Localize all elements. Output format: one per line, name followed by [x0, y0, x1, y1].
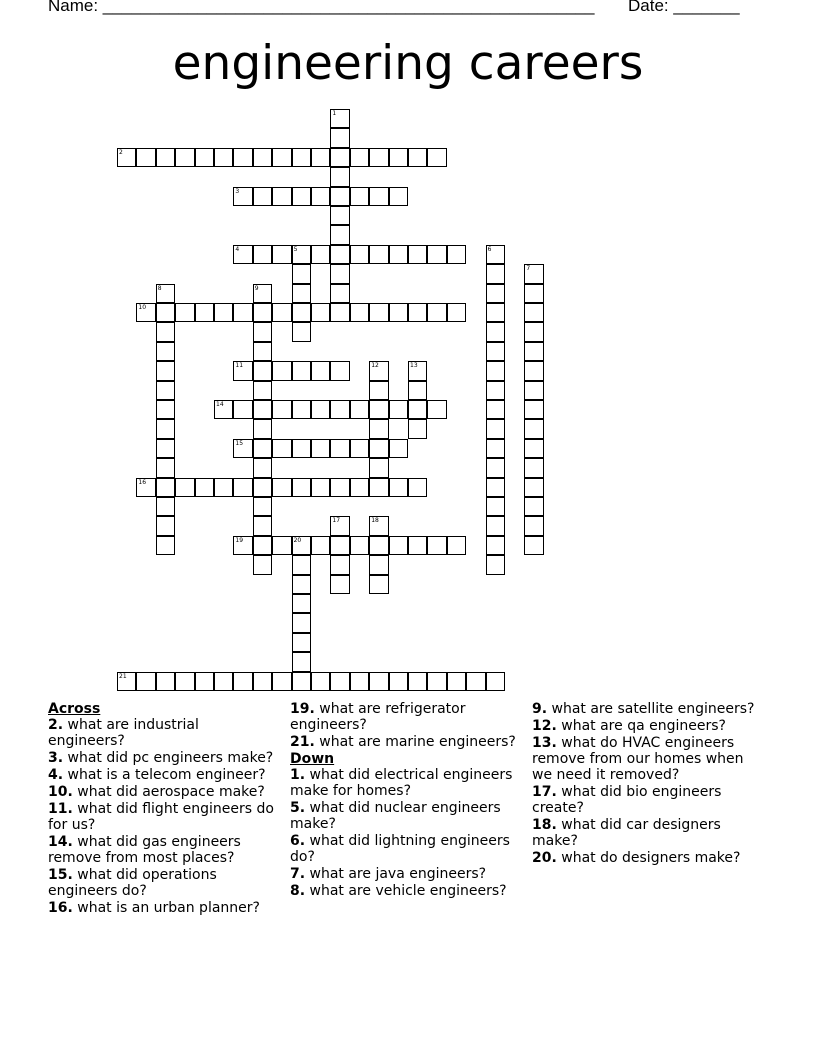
crossword-cell[interactable]: [486, 381, 505, 400]
crossword-cell[interactable]: [330, 555, 349, 574]
crossword-cell[interactable]: [272, 400, 291, 419]
crossword-cell[interactable]: [195, 672, 214, 691]
clue-number-label: 4: [235, 245, 240, 253]
clue-number-label: 7: [526, 265, 531, 273]
crossword-cell[interactable]: [214, 303, 233, 322]
clue-across-11: 11. what did flight engineers do for us?: [48, 801, 274, 833]
crossword-cell[interactable]: [408, 361, 427, 380]
crossword-cell[interactable]: [408, 381, 427, 400]
clue-number-label: 21: [119, 672, 127, 680]
crossword-cell[interactable]: [253, 536, 272, 555]
crossword-cell[interactable]: [524, 419, 543, 438]
crossword-cell[interactable]: [292, 187, 311, 206]
crossword-cell[interactable]: [292, 400, 311, 419]
crossword-cell[interactable]: [233, 672, 252, 691]
crossword-cell[interactable]: [156, 458, 175, 477]
crossword-cell[interactable]: [156, 303, 175, 322]
crossword-cell[interactable]: [253, 284, 272, 303]
crossword-cell[interactable]: [486, 361, 505, 380]
crossword-cell[interactable]: [156, 516, 175, 535]
crossword-cell[interactable]: [272, 478, 291, 497]
crossword-cell[interactable]: [292, 303, 311, 322]
crossword-cell[interactable]: [233, 478, 252, 497]
crossword-cell[interactable]: [408, 245, 427, 264]
clue-down-20: 20. what do designers make?: [532, 850, 741, 866]
crossword-cell[interactable]: [136, 303, 155, 322]
crossword-cell[interactable]: [330, 128, 349, 147]
crossword-cell[interactable]: [292, 478, 311, 497]
crossword-cell[interactable]: [311, 478, 330, 497]
crossword-cell[interactable]: [369, 361, 388, 380]
crossword-cell[interactable]: [195, 478, 214, 497]
crossword-cell[interactable]: [524, 536, 543, 555]
crossword-cell[interactable]: [214, 148, 233, 167]
crossword-cell[interactable]: [427, 148, 446, 167]
crossword-cell[interactable]: [350, 439, 369, 458]
clue-across-4: 4. what is a telecom engineer?: [48, 767, 266, 783]
crossword-cell[interactable]: [136, 478, 155, 497]
crossword-cell[interactable]: [369, 458, 388, 477]
down-heading: Down: [290, 751, 335, 767]
across-heading: Across: [48, 701, 101, 717]
clue-down-17: 17. what did bio engineers create?: [532, 784, 722, 816]
crossword-cell[interactable]: [369, 439, 388, 458]
crossword-cell[interactable]: [292, 555, 311, 574]
crossword-cell[interactable]: [292, 148, 311, 167]
clue-across-19: 19. what are refrigerator engineers?: [290, 701, 466, 733]
crossword-cell[interactable]: [369, 400, 388, 419]
crossword-cell[interactable]: [330, 400, 349, 419]
crossword-cell[interactable]: [330, 109, 349, 128]
crossword-cell[interactable]: [408, 419, 427, 438]
crossword-cell[interactable]: [233, 148, 252, 167]
clue-number-label: 9: [254, 284, 259, 292]
crossword-cell[interactable]: [253, 439, 272, 458]
crossword-cell[interactable]: [156, 361, 175, 380]
crossword-cell[interactable]: [408, 536, 427, 555]
crossword-cell[interactable]: [350, 303, 369, 322]
clues-column-1: [48, 701, 276, 917]
crossword-cell[interactable]: [175, 303, 194, 322]
crossword-cell[interactable]: [330, 284, 349, 303]
clue-across-3: 3. what did pc engineers make?: [48, 750, 274, 766]
crossword-cell[interactable]: [253, 672, 272, 691]
crossword-cell[interactable]: [389, 672, 408, 691]
crossword-cell[interactable]: [156, 497, 175, 516]
crossword-cell[interactable]: [524, 342, 543, 361]
crossword-cell[interactable]: [214, 672, 233, 691]
crossword-cell[interactable]: [330, 439, 349, 458]
crossword-cell[interactable]: [292, 536, 311, 555]
crossword-cell[interactable]: [524, 303, 543, 322]
crossword-cell[interactable]: [486, 478, 505, 497]
crossword-cell[interactable]: [350, 400, 369, 419]
crossword-cell[interactable]: [466, 672, 485, 691]
crossword-cell[interactable]: [330, 361, 349, 380]
crossword-cell[interactable]: [486, 555, 505, 574]
crossword-cell[interactable]: [214, 478, 233, 497]
crossword-cell[interactable]: [292, 575, 311, 594]
crossword-cell[interactable]: [486, 284, 505, 303]
crossword-cell[interactable]: [156, 400, 175, 419]
crossword-cell[interactable]: [389, 187, 408, 206]
crossword-cell[interactable]: [253, 245, 272, 264]
clue-number-label: 17: [332, 517, 341, 525]
clue-down-9: 9. what are satellite engineers?: [532, 701, 755, 717]
crossword-cell[interactable]: [427, 672, 446, 691]
crossword-cell[interactable]: [408, 478, 427, 497]
clue-number-label: 12: [371, 362, 379, 370]
crossword-cell[interactable]: [272, 672, 291, 691]
crossword-cell[interactable]: [311, 361, 330, 380]
crossword-cell[interactable]: [389, 303, 408, 322]
date-field-label: Date: _______: [628, 0, 740, 15]
crossword-cell[interactable]: [408, 303, 427, 322]
crossword-cell[interactable]: [330, 264, 349, 283]
clue-number-label: 15: [235, 439, 244, 447]
crossword-cell[interactable]: [447, 672, 466, 691]
crossword-cell[interactable]: [272, 361, 291, 380]
crossword-cell[interactable]: [350, 672, 369, 691]
crossword-cell[interactable]: [292, 284, 311, 303]
crossword-cell[interactable]: [253, 381, 272, 400]
crossword-cell[interactable]: [253, 478, 272, 497]
crossword-cell[interactable]: [486, 516, 505, 535]
crossword-cell[interactable]: [427, 536, 446, 555]
crossword-cell[interactable]: [156, 419, 175, 438]
crossword-cell[interactable]: [253, 361, 272, 380]
crossword-cell[interactable]: [330, 303, 349, 322]
crossword-cell[interactable]: [136, 148, 155, 167]
crossword-cell[interactable]: [233, 361, 252, 380]
crossword-cell[interactable]: [524, 284, 543, 303]
crossword-cell[interactable]: [136, 672, 155, 691]
clue-across-21: 21. what are marine engineers?: [290, 734, 516, 750]
crossword-cell[interactable]: [486, 419, 505, 438]
crossword-cell[interactable]: [292, 633, 311, 652]
crossword-cell[interactable]: [253, 187, 272, 206]
crossword-cell[interactable]: [350, 536, 369, 555]
crossword-cell[interactable]: [369, 245, 388, 264]
clue-number-label: 3: [235, 187, 240, 195]
crossword-cell[interactable]: [389, 148, 408, 167]
clue-number-label: 20: [293, 536, 302, 544]
crossword-cell[interactable]: [486, 536, 505, 555]
clue-number-label: 14: [216, 401, 224, 408]
crossword-cell[interactable]: [156, 672, 175, 691]
clue-down-7: 7. what are java engineers?: [290, 866, 487, 882]
clue-down-12: 12. what are qa engineers?: [532, 718, 726, 734]
crossword-cell[interactable]: [427, 303, 446, 322]
crossword-cell[interactable]: [311, 303, 330, 322]
clue-down-1: 1. what did electrical engineers make for homes?: [290, 767, 513, 799]
clue-down-18: 18. what did car designers make?: [532, 817, 721, 849]
clue-across-14: 14. what did gas engineers remove from most places?: [48, 834, 241, 866]
clue-across-10: 10. what did aerospace make?: [48, 784, 265, 800]
clue-across-16: 16. what is an urban planner?: [48, 900, 260, 916]
crossword-cell[interactable]: [292, 594, 311, 613]
crossword-cell[interactable]: [195, 148, 214, 167]
crossword-cell[interactable]: [156, 148, 175, 167]
crossword-cell[interactable]: [524, 458, 543, 477]
crossword-cell[interactable]: [156, 284, 175, 303]
crossword-cell[interactable]: [330, 516, 349, 535]
crossword-cell[interactable]: [311, 672, 330, 691]
crossword-cell[interactable]: [389, 245, 408, 264]
crossword-cell[interactable]: [389, 400, 408, 419]
clue-number-label: 8: [157, 284, 162, 292]
crossword-cell[interactable]: [330, 245, 349, 264]
crossword-cell[interactable]: [389, 439, 408, 458]
crossword-cell[interactable]: [272, 439, 291, 458]
clue-across-15: 15. what did operations engineers do?: [48, 867, 217, 899]
crossword-cell[interactable]: [524, 400, 543, 419]
crossword-cell[interactable]: [292, 322, 311, 341]
crossword-cell[interactable]: [524, 497, 543, 516]
crossword-cell[interactable]: [486, 458, 505, 477]
crossword-cell[interactable]: [330, 148, 349, 167]
crossword-cell[interactable]: [272, 148, 291, 167]
crossword-cell[interactable]: [233, 303, 252, 322]
clues-column-2: [290, 701, 518, 900]
crossword-cell[interactable]: [524, 381, 543, 400]
crossword-cell[interactable]: [156, 322, 175, 341]
crossword-cell[interactable]: [369, 575, 388, 594]
page-title: engineering careers: [172, 36, 644, 91]
crossword-cell[interactable]: [369, 516, 388, 535]
crossword-cell[interactable]: [350, 478, 369, 497]
crossword-cell[interactable]: [427, 400, 446, 419]
crossword-cell[interactable]: [292, 652, 311, 671]
clue-number-label: 18: [371, 517, 379, 525]
crossword-cell[interactable]: [369, 419, 388, 438]
crossword-cell[interactable]: [175, 672, 194, 691]
crossword-cell[interactable]: [253, 516, 272, 535]
crossword-cell[interactable]: [272, 303, 291, 322]
crossword-cell[interactable]: [156, 478, 175, 497]
clue-number-label: 6: [487, 245, 492, 253]
clue-down-6: 6. what did lightning engineers do?: [290, 833, 510, 865]
crossword-cell[interactable]: [311, 400, 330, 419]
crossword-cell[interactable]: [486, 342, 505, 361]
crossword-cell[interactable]: [408, 148, 427, 167]
crossword-cell[interactable]: [311, 245, 330, 264]
crossword-cell[interactable]: [524, 264, 543, 283]
crossword-cell[interactable]: [369, 187, 388, 206]
crossword-cell[interactable]: [369, 555, 388, 574]
crossword-cell[interactable]: [427, 245, 446, 264]
crossword-cell[interactable]: [233, 187, 252, 206]
crossword-cell[interactable]: [330, 536, 349, 555]
crossword-cell[interactable]: [156, 342, 175, 361]
crossword-cell[interactable]: [447, 536, 466, 555]
crossword-cell[interactable]: [175, 478, 194, 497]
crossword-cell[interactable]: [408, 400, 427, 419]
crossword-cell[interactable]: [350, 245, 369, 264]
crossword-cell[interactable]: [253, 303, 272, 322]
crossword-cell[interactable]: [253, 458, 272, 477]
crossword-cell[interactable]: [292, 613, 311, 632]
crossword-cell[interactable]: [156, 439, 175, 458]
crossword-cell[interactable]: [311, 187, 330, 206]
crossword-cell[interactable]: [195, 303, 214, 322]
crossword-cell[interactable]: [175, 148, 194, 167]
crossword-cell[interactable]: [117, 148, 136, 167]
crossword-cell[interactable]: [292, 361, 311, 380]
crossword-cell[interactable]: [311, 439, 330, 458]
crossword-cell[interactable]: [524, 439, 543, 458]
crossword-cell[interactable]: [369, 303, 388, 322]
crossword-cell[interactable]: [486, 497, 505, 516]
crossword-cell[interactable]: [486, 672, 505, 691]
clue-across-2: 2. what are industrial engineers?: [48, 717, 199, 749]
crossword-cell[interactable]: [311, 148, 330, 167]
crossword-cell[interactable]: [350, 148, 369, 167]
crossword-cell[interactable]: [272, 187, 291, 206]
crossword-cell[interactable]: [486, 439, 505, 458]
crossword-cell[interactable]: [447, 245, 466, 264]
crossword-cell[interactable]: [330, 672, 349, 691]
crossword-cell[interactable]: [408, 672, 427, 691]
crossword-cell[interactable]: [330, 478, 349, 497]
crossword-cell[interactable]: [486, 322, 505, 341]
name-field-label: Name: ____________________________________________________: [48, 0, 595, 15]
crossword-cell[interactable]: [253, 419, 272, 438]
crossword-cell[interactable]: [330, 167, 349, 186]
clue-number-label: 2: [119, 148, 123, 156]
crossword-cell[interactable]: [311, 536, 330, 555]
crossword-cell[interactable]: [233, 400, 252, 419]
clue-down-8: 8. what are vehicle engineers?: [290, 883, 507, 899]
crossword-cell[interactable]: [447, 303, 466, 322]
clue-number-label: 1: [332, 110, 337, 117]
crossword-cell[interactable]: [369, 672, 388, 691]
crossword-cell[interactable]: [486, 264, 505, 283]
crossword-cell[interactable]: [272, 245, 291, 264]
crossword-cell[interactable]: [350, 187, 369, 206]
crossword-cell[interactable]: [330, 187, 349, 206]
crossword-cell[interactable]: [233, 245, 252, 264]
crossword-cell[interactable]: [253, 342, 272, 361]
crossword-cell[interactable]: [524, 361, 543, 380]
crossword-cell[interactable]: [272, 536, 291, 555]
crossword-cell[interactable]: [253, 400, 272, 419]
crossword-cell[interactable]: [253, 555, 272, 574]
crossword-cell[interactable]: [330, 575, 349, 594]
crossword-cell[interactable]: [369, 478, 388, 497]
crossword-cell[interactable]: [524, 478, 543, 497]
clue-number-label: 13: [410, 362, 418, 370]
crossword-cell[interactable]: [389, 478, 408, 497]
clue-down-13: 13. what do HVAC engineers remove from our homes when we need it removed?: [532, 735, 744, 783]
crossword-cell[interactable]: [156, 381, 175, 400]
crossword-cell[interactable]: [156, 536, 175, 555]
crossword-cell[interactable]: [253, 322, 272, 341]
crossword-cell[interactable]: [369, 381, 388, 400]
crossword-cell[interactable]: [292, 264, 311, 283]
crossword-cell[interactable]: [486, 400, 505, 419]
crossword-cell[interactable]: [369, 148, 388, 167]
crossword-cell[interactable]: [330, 225, 349, 244]
crossword-cell[interactable]: [253, 148, 272, 167]
clues-column-3: [532, 701, 760, 867]
crossword-cell[interactable]: [369, 536, 388, 555]
crossword-cell[interactable]: [330, 206, 349, 225]
crossword-cell[interactable]: [292, 672, 311, 691]
clue-number-label: 16: [138, 478, 147, 486]
crossword-cell[interactable]: [524, 516, 543, 535]
crossword-cell[interactable]: [253, 497, 272, 516]
crossword-cell[interactable]: [117, 672, 136, 691]
clue-number-label: 11: [235, 362, 244, 370]
clue-number-label: 19: [235, 536, 244, 544]
crossword-cell[interactable]: [389, 536, 408, 555]
crossword-cell[interactable]: [292, 245, 311, 264]
crossword-cell[interactable]: [524, 322, 543, 341]
clue-down-5: 5. what did nuclear engineers make?: [290, 800, 501, 832]
crossword-cell[interactable]: [292, 439, 311, 458]
crossword-cell[interactable]: [233, 536, 252, 555]
crossword-cell[interactable]: [233, 439, 252, 458]
crossword-cell[interactable]: [214, 400, 233, 419]
clue-number-label: 10: [138, 304, 147, 311]
crossword-cell[interactable]: [486, 245, 505, 264]
clue-number-label: 5: [293, 245, 298, 253]
crossword-cell[interactable]: [486, 303, 505, 322]
